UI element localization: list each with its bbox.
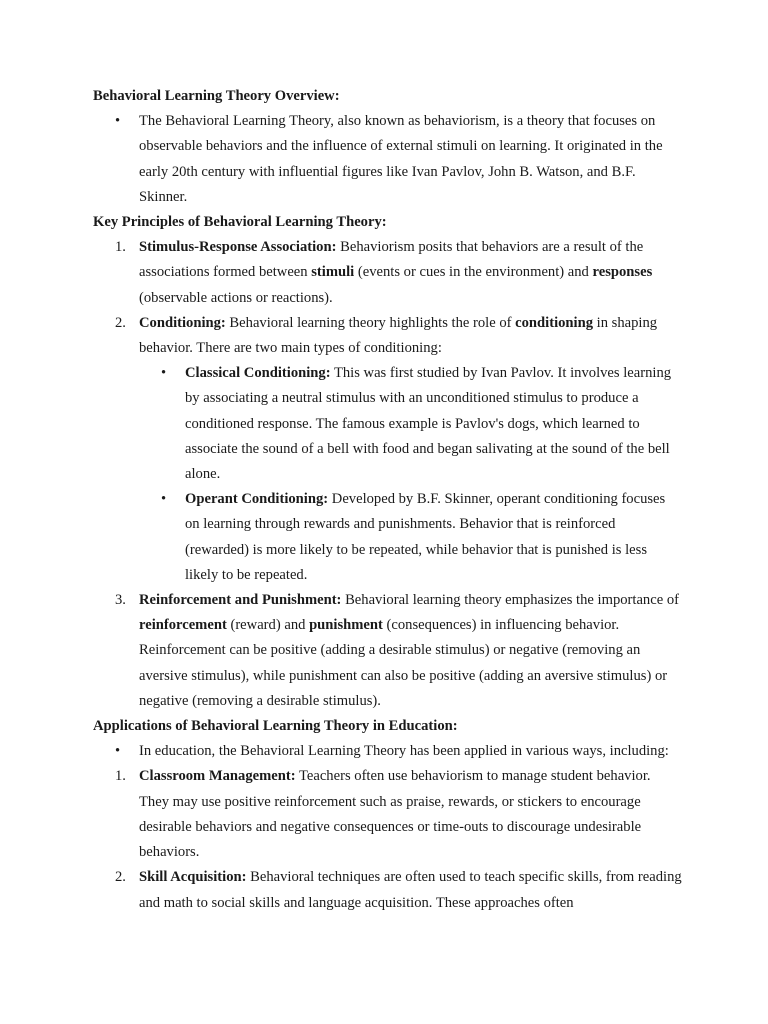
principle-text: (consequences) in influencing behavior. Reinforcement can be positive (adding a desirable stimulus) or negative (removing an aversive stimulus), while punishment can also be positive (adding an aversive stimulus) or negative (removing a desirable stimulus).: [139, 617, 668, 709]
principle-text: Behavioral learning theory emphasizes the importance of: [341, 592, 679, 609]
list-item: [93, 311, 683, 588]
list-number: 2.: [115, 314, 126, 331]
bullet-icon: •: [115, 743, 121, 760]
list-item: [93, 588, 683, 714]
principle-text: in shaping behavior. There are two main types of conditioning:: [139, 314, 658, 357]
principle-title: Stimulus-Response Association:: [139, 239, 337, 256]
applications-list: [93, 764, 683, 915]
list-item: [93, 235, 683, 311]
subitem-text: This was first studied by Ivan Pavlov. It involves learning by associating a neutral stimulus with an unconditioned stimulus to produce a conditioned response. The famous example is Pavlov's dogs, which learned to associate the sound of a bell with food and began salivating at the sound of the bell alone.: [185, 365, 672, 483]
bullet-icon: •: [161, 365, 167, 382]
principle-title: Conditioning:: [139, 314, 226, 331]
bold-term: stimuli: [311, 264, 355, 281]
list-item: [93, 739, 683, 764]
list-number: 3.: [115, 592, 126, 609]
subitem-text: Developed by B.F. Skinner, operant conditioning focuses on learning through rewards and punishments. Behavior that is reinforced (rewarded) is more likely to be repeated, while behavior that is punished is less likely to be repeated.: [185, 491, 666, 583]
bullet-icon: •: [115, 113, 121, 130]
heading-key-principles: Key Principles of Behavioral Learning Theory:: [93, 214, 387, 231]
list-number: 1.: [115, 239, 126, 256]
applications-intro-list: [93, 739, 683, 764]
bold-term: reinforcement: [139, 617, 227, 634]
list-item: [93, 109, 683, 210]
list-number: 2.: [115, 869, 126, 886]
principle-text: (events or cues in the environment) and: [354, 264, 593, 281]
principle-title: Reinforcement and Punishment:: [139, 592, 342, 609]
principle-text: (reward) and: [226, 617, 310, 634]
subitem-title: Operant Conditioning:: [185, 491, 329, 508]
list-item: [139, 487, 683, 588]
heading-overview: Behavioral Learning Theory Overview:: [93, 88, 340, 104]
overview-list: [93, 109, 683, 210]
list-item: [93, 865, 683, 915]
subitem-title: Classical Conditioning:: [185, 365, 331, 382]
conditioning-sublist: [139, 361, 683, 588]
list-item: [93, 764, 683, 865]
list-number: 1.: [115, 768, 126, 785]
applications-intro-text: In education, the Behavioral Learning Theory has been applied in various ways, including:: [139, 743, 669, 760]
principle-text: (observable actions or reactions).: [139, 289, 333, 306]
application-title: Classroom Management:: [139, 768, 296, 785]
heading-applications: Applications of Behavioral Learning Theory in Education:: [93, 718, 458, 735]
application-text: Teachers often use behaviorism to manage student behavior. They may use positive reinforcement such as praise, rewards, or stickers to encourage desirable behaviors and negative consequences or time-outs to discourage undesirable behaviors.: [139, 768, 651, 861]
bold-term: punishment: [309, 617, 383, 634]
list-item: [139, 361, 683, 487]
application-text: Behavioral techniques are often used to teach specific skills, from reading and math to social skills and language acquisition. These approaches often: [139, 869, 682, 911]
overview-text: The Behavioral Learning Theory, also known as behaviorism, is a theory that focuses on observable behaviors and the influence of external stimuli on learning. It originated in the early 20th century with influential figures like Ivan Pavlov, John B. Watson, and B.F. Skinner.: [139, 113, 663, 205]
bold-term: conditioning: [515, 314, 594, 331]
document-page: [93, 84, 683, 916]
principle-text: Behaviorism posits that behaviors are a result of the associations formed between: [139, 239, 644, 281]
application-title: Skill Acquisition:: [139, 869, 247, 886]
bullet-icon: •: [161, 491, 167, 508]
principle-text: Behavioral learning theory highlights the role of: [225, 314, 516, 331]
principles-list: [93, 235, 683, 714]
bold-term: responses: [592, 264, 653, 281]
